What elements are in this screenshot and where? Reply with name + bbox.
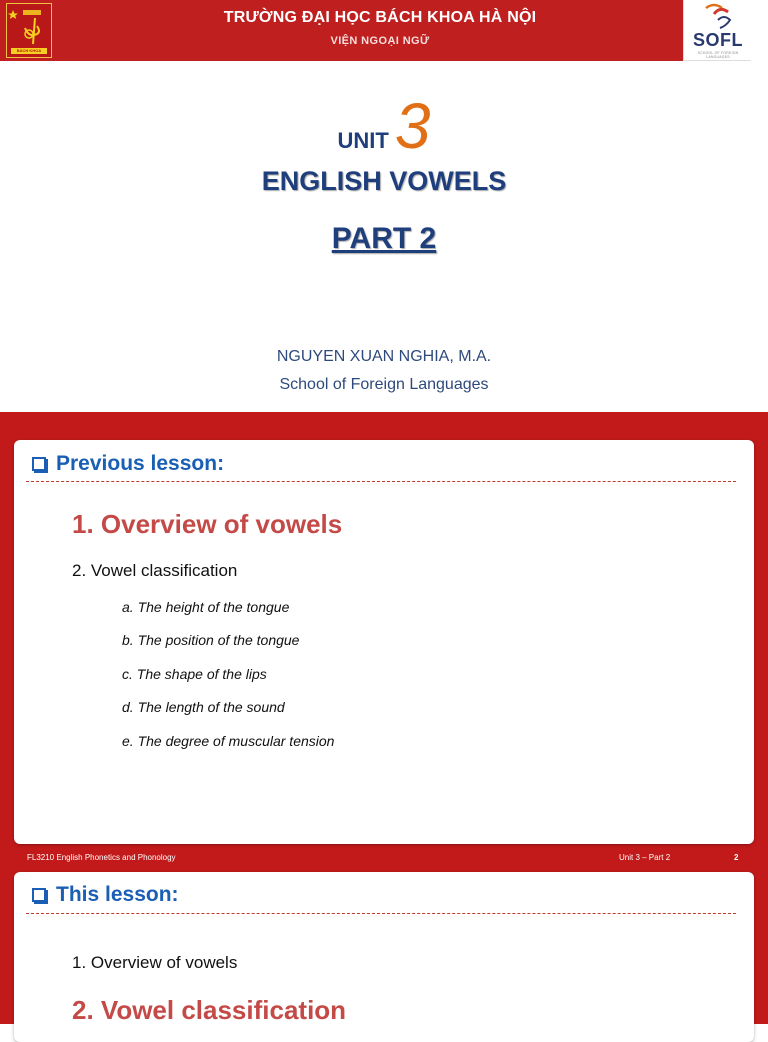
footer-course: FL3210 English Phonetics and Phonology [27, 853, 176, 862]
sofl-bird-icon [684, 0, 752, 32]
previous-lesson-heading-text: Previous lesson: [56, 452, 225, 475]
part-title: PART 2 [331, 222, 437, 255]
classification-item: 2. Vowel classification [72, 995, 347, 1025]
heading-divider [26, 913, 736, 914]
this-lesson-card [14, 872, 754, 1042]
previous-lesson-card [14, 440, 754, 844]
subitem-length: d. The length of the sound [122, 699, 285, 715]
school-name: School of Foreign Languages [279, 376, 489, 393]
sofl-wordmark: SOFL [693, 30, 743, 50]
this-lesson-heading [32, 883, 179, 907]
checkbox-bullet-icon [32, 888, 46, 902]
slide-footer [0, 851, 768, 866]
unit-label: UNIT [337, 128, 389, 153]
institute-name: VIỆN NGOẠI NGỮ [330, 35, 430, 47]
footer-unit-part: Unit 3 – Part 2 [619, 853, 671, 862]
overview-item: 1. Overview of vowels [72, 953, 238, 972]
hust-logo-text: BÁCH KHOA [16, 48, 42, 53]
subitem-tension: e. The degree of muscular tension [122, 733, 335, 749]
slide-title: ENGLISH VOWELS [261, 166, 507, 196]
checkbox-bullet-icon [32, 457, 46, 471]
sofl-logo [683, 0, 751, 61]
subitem-height: a. The height of the tongue [122, 599, 290, 615]
footer-page-number: 2 [734, 853, 739, 862]
unit-heading [0, 90, 768, 162]
heading-divider [26, 481, 736, 482]
classification-item: 2. Vowel classification [72, 561, 238, 580]
university-name: TRƯỜNG ĐẠI HỌC BÁCH KHOA HÀ NỘI [223, 9, 537, 26]
overview-item: 1. Overview of vowels [72, 509, 343, 539]
this-lesson-heading-text: This lesson: [56, 883, 179, 906]
author-name: NGUYEN XUAN NGHIA, M.A. [276, 348, 492, 365]
subitem-position: b. The position of the tongue [122, 632, 300, 648]
title-slide [0, 0, 768, 412]
sofl-tagline: SCHOOL OF FOREIGN LANGUAGES [697, 51, 739, 59]
subitem-lips: c. The shape of the lips [122, 666, 267, 682]
previous-lesson-heading [32, 452, 224, 476]
unit-number: 3 [394, 90, 431, 162]
